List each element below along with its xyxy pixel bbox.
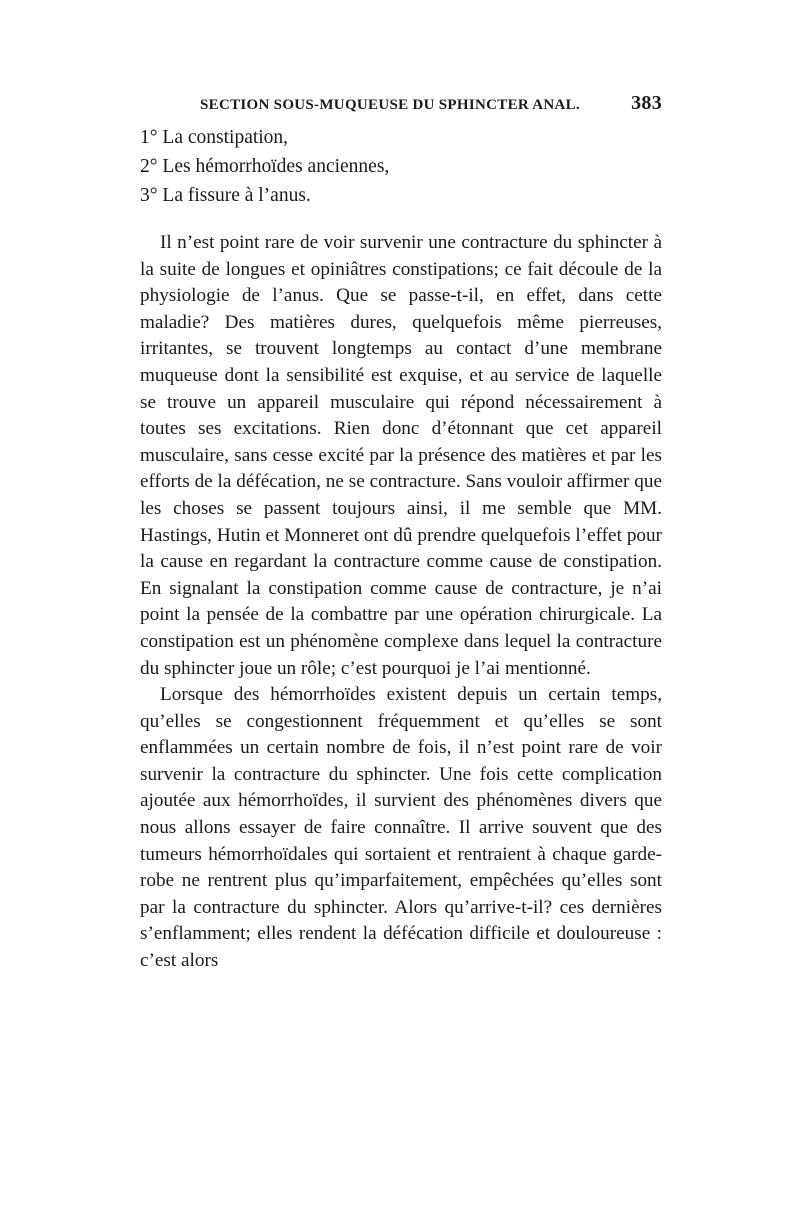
list-item: 3° La fissure à l’anus.	[140, 185, 311, 206]
paragraph-hemorrhoids: Lorsque des hémorrhoïdes existent depuis un certain temps, qu’elles se congestionnent fréquemment et qu’elles se sont enflammées un certain nombre de fois, il n’est point rare de voir survenir la contracture du sphincter. Une fois cette complication ajoutée aux hémorrhoïdes, il survient des phénomènes divers que nous allons essayer de faire connaître. Il arrive souvent que des tumeurs hémorrhoïdales qui sortaient et rentraient à chaque garde-robe ne rentrent plus qu’imparfaitement, empêchées qu’elles sont par la contracture du sphincter. Alors qu’arrive-t-il? ces dernières s’enflamment; elles rendent la défécation difficile et douloureuse : c’est alors	[140, 684, 662, 972]
paragraph-constipation: Il n’est point rare de voir survenir une contracture du sphincter à la suite de longues et opiniâtres constipations; ce fait découle de la physiologie de l’anus. Que se passe-t-il, en effet, dans cette maladie? Des matières dures, quelquefois même pierreuses, irritantes, se trouvent longtemps au contact d’une membrane muqueuse dont la sensibilité est exquise, et au service de laquelle se trouve un appareil musculaire qui répond nécessairement à toutes ses excitations. Rien donc d’étonnant que cet appareil musculaire, sans cesse excité par la présence des matières et par les efforts de la défécation, ne se contracture. Sans vouloir affirmer que les choses se passent toujours ainsi, il me semble que MM. Hastings, Hutin et Monneret ont dû prendre quelquefois l’effet pour la cause en regardant la contracture comme cause de constipation. En signalant la constipation comme cause de contracture, je n’ai point la pensée de la combattre par une opération chirurgicale. La constipation est un phénomène complexe dans lequel la contracture du sphincter joue un rôle; c’est pourquoi je l’ai mentionné.	[140, 232, 662, 679]
list-item: 2° Les hémorrhoïdes anciennes,	[140, 156, 390, 177]
page-number: 383	[631, 92, 662, 114]
cause-list	[140, 123, 662, 210]
book-page	[140, 92, 662, 975]
running-title: SECTION SOUS-MUQUEUSE DU SPHINCTER ANAL.	[200, 97, 580, 113]
list-item: 1° La constipation,	[140, 127, 289, 148]
running-header	[140, 92, 662, 115]
